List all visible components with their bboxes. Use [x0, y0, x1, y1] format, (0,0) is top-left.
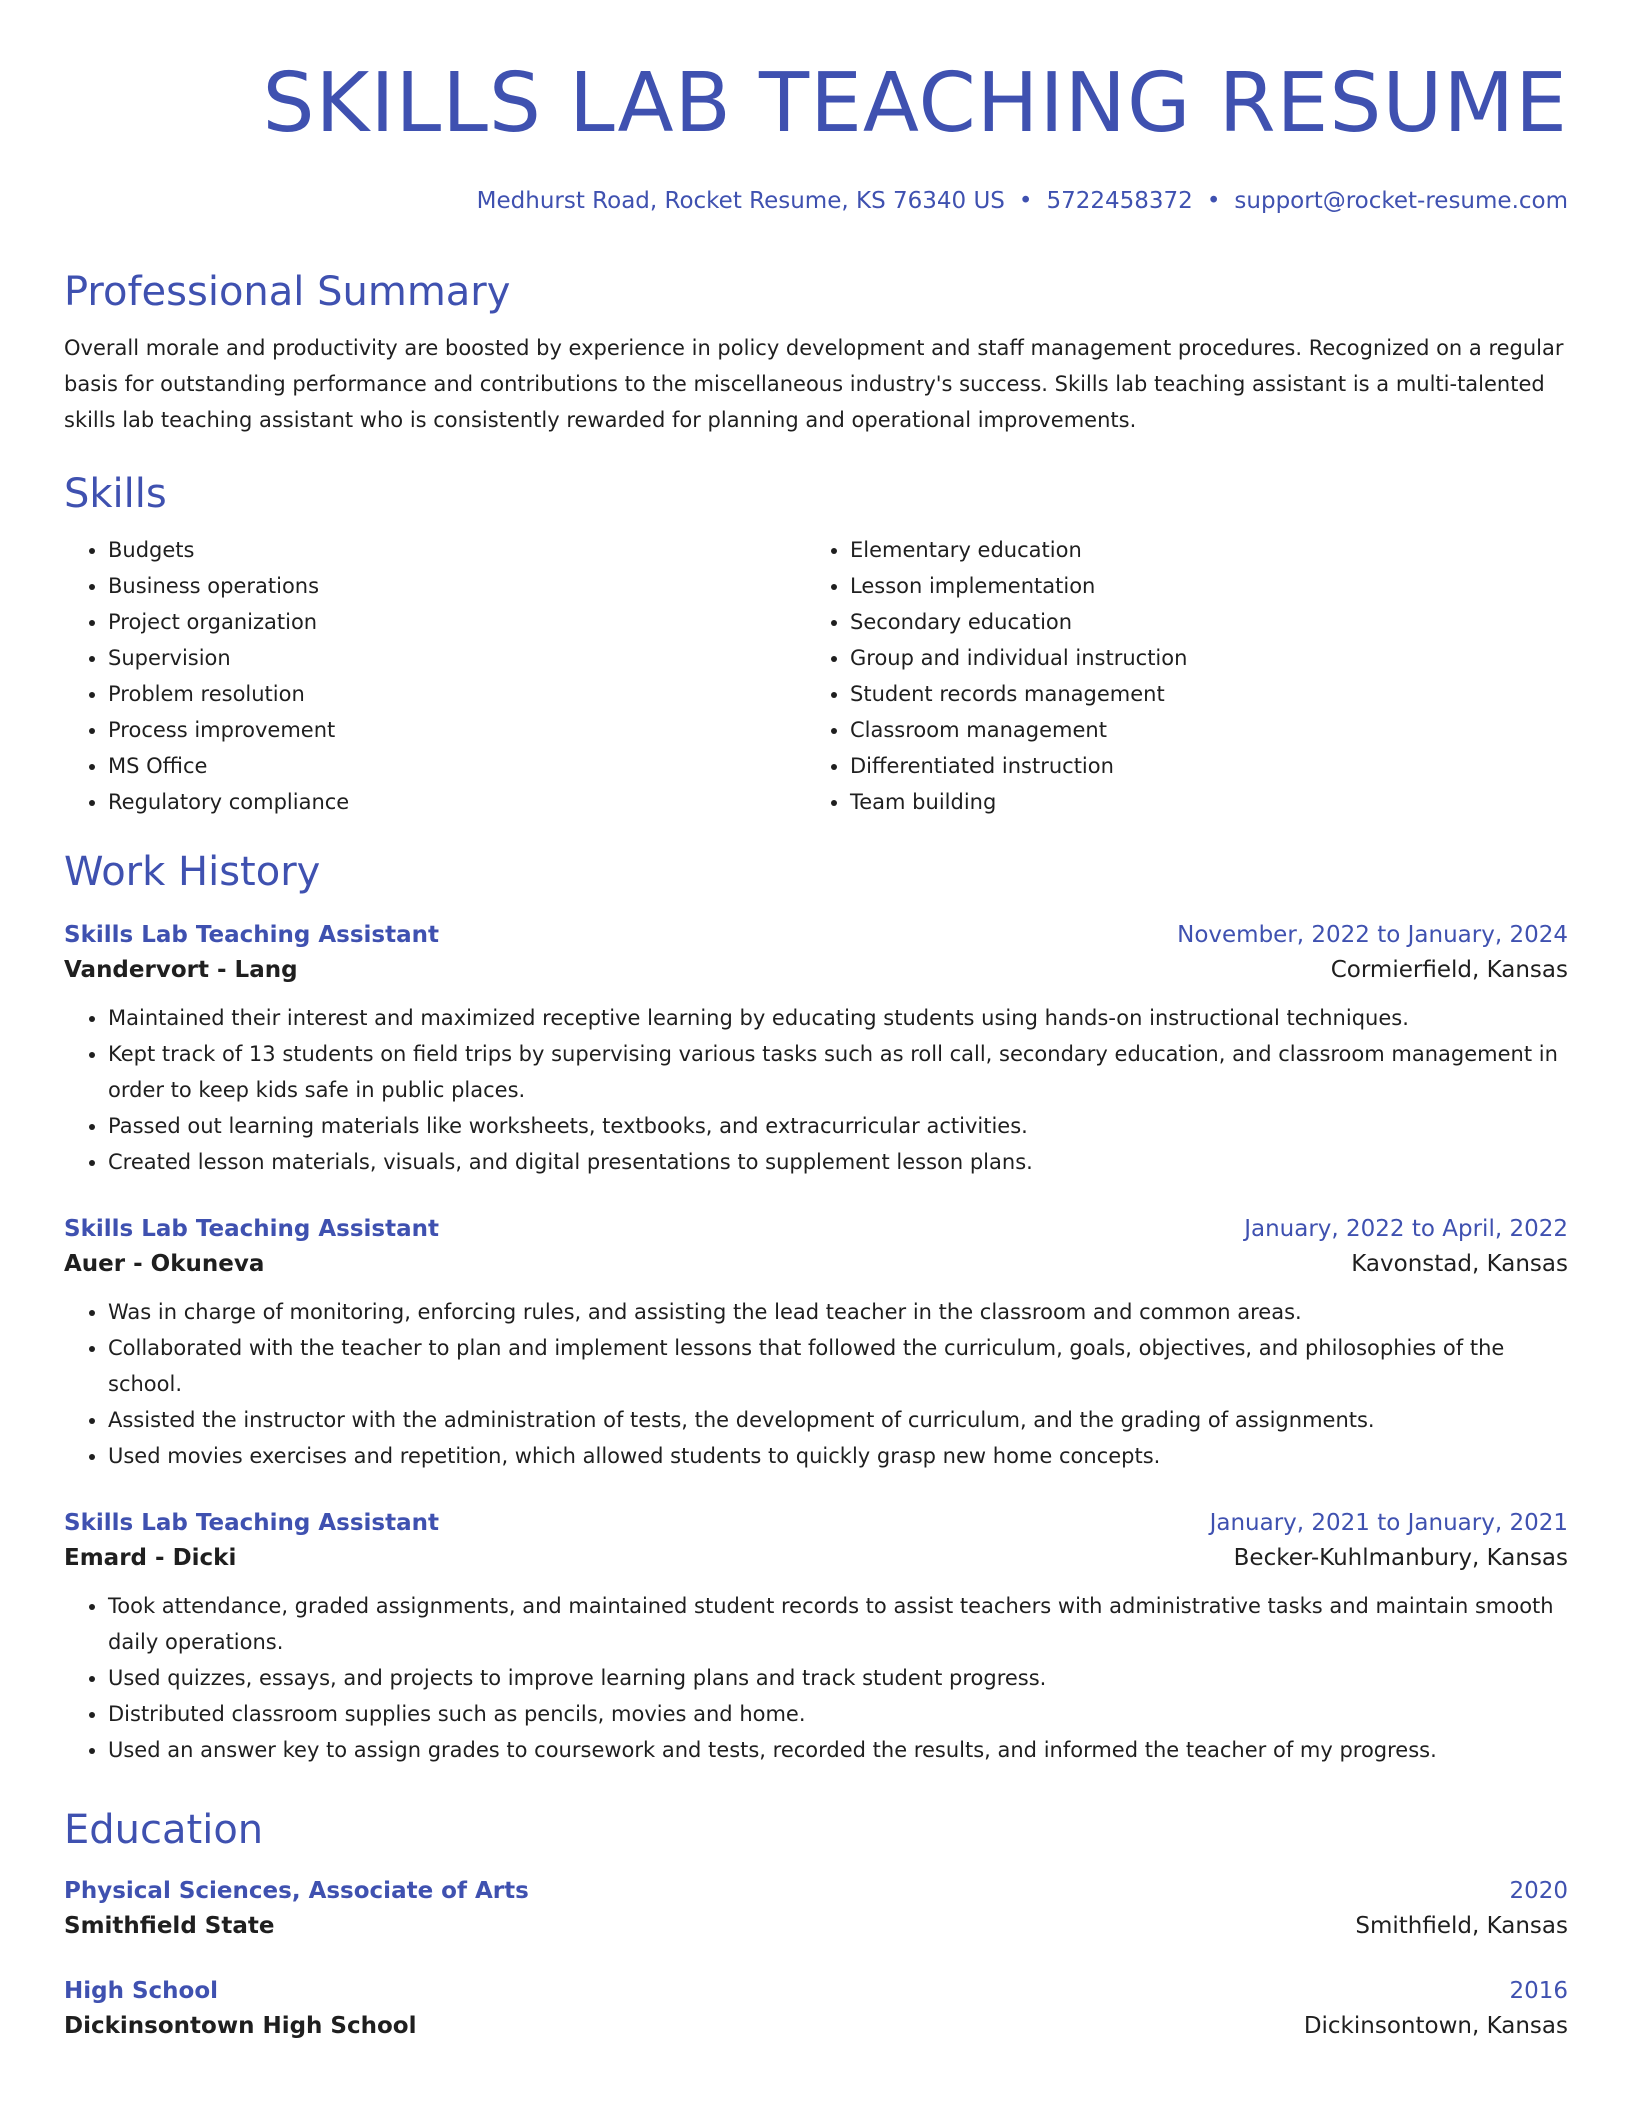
job-employer: Vandervort - Lang	[64, 957, 298, 983]
job-dates: November, 2022 to January, 2024	[1177, 922, 1568, 948]
skill-item: • Supervision	[108, 640, 850, 676]
job-header-row	[64, 1214, 1568, 1244]
resume-title: SKILLS LAB TEACHING RESUME	[262, 56, 1568, 151]
education-header-row	[64, 1876, 1568, 1906]
skills-columns	[64, 532, 1568, 820]
job-location: Cormierfield, Kansas	[1330, 957, 1568, 983]
resume-header	[64, 56, 1568, 216]
education-location: Dickinsontown, Kansas	[1303, 2013, 1568, 2039]
education-school-row	[64, 1906, 1568, 1946]
skill-item: • Problem resolution	[108, 676, 850, 712]
skills-list-right	[850, 532, 1568, 820]
job-bullet: • Created lesson materials, visuals, and digital presentations to supplement lesson plans.	[108, 1144, 1568, 1180]
summary-heading: Professional Summary	[64, 269, 511, 315]
contact-phone: 5722458372	[1046, 188, 1193, 214]
education-entry	[64, 1976, 1568, 2046]
job-title: Skills Lab Teaching Assistant	[64, 1510, 439, 1536]
skill-item: • Business operations	[108, 568, 850, 604]
education-year: 2016	[1509, 1978, 1568, 2004]
skill-item: • Team building	[850, 784, 1568, 820]
job-employer-row	[64, 950, 1568, 990]
skills-list-left	[64, 532, 850, 820]
skill-item: • MS Office	[108, 748, 850, 784]
education-school: Smithfield State	[64, 1913, 275, 1939]
skills-section	[64, 468, 1568, 820]
skill-item: • Secondary education	[850, 604, 1568, 640]
job-bullet: • Collaborated with the teacher to plan and implement lessons that followed the curriculum, goals, objectives, and philosophies of the school.	[108, 1330, 1568, 1402]
education-heading: Education	[64, 1807, 264, 1853]
education-degree: Physical Sciences, Associate of Arts	[64, 1878, 529, 1904]
skill-item: • Group and individual instruction	[850, 640, 1568, 676]
education-year: 2020	[1509, 1878, 1568, 1904]
job-bullet: • Used movies exercises and repetition, which allowed students to quickly grasp new home concepts.	[108, 1438, 1568, 1474]
contact-separator: •	[1206, 188, 1221, 214]
job-employer: Auer - Okuneva	[64, 1251, 265, 1277]
job-employer-row	[64, 1244, 1568, 1284]
job-title: Skills Lab Teaching Assistant	[64, 922, 439, 948]
summary-text: Overall morale and productivity are boosted by experience in policy development and staff management procedures. Recognized on a regular basis for outstanding performance and contributions to the miscellaneous industry's success. Skills lab teaching assistant is a multi-talented skills lab teaching assistant who is consistently rewarded for planning and operational improvements.	[64, 336, 1564, 432]
skill-item: • Student records management	[850, 676, 1568, 712]
education-degree: High School	[64, 1978, 219, 2004]
skill-item: • Process improvement	[108, 712, 850, 748]
job-entry	[64, 920, 1568, 1180]
education-school: Dickinsontown High School	[64, 2013, 417, 2039]
job-dates: January, 2022 to April, 2022	[1244, 1216, 1568, 1242]
summary-section	[64, 266, 1568, 438]
skill-item: • Budgets	[108, 532, 850, 568]
work-history-heading: Work History	[64, 849, 321, 895]
work-history-section	[64, 846, 1568, 1768]
education-location: Smithfield, Kansas	[1355, 1913, 1568, 1939]
education-school-row	[64, 2006, 1568, 2046]
contact-email[interactable]: support@rocket-resume.com	[1234, 188, 1568, 214]
skill-item: • Differentiated instruction	[850, 748, 1568, 784]
job-location: Becker-Kuhlmanbury, Kansas	[1233, 1545, 1568, 1571]
job-bullet: • Passed out learning materials like worksheets, textbooks, and extracurricular activities.	[108, 1108, 1568, 1144]
skill-item: • Regulatory compliance	[108, 784, 850, 820]
job-bullets	[64, 1294, 1568, 1474]
education-header-row	[64, 1976, 1568, 2006]
skill-item: • Elementary education	[850, 532, 1568, 568]
job-employer: Emard - Dicki	[64, 1545, 237, 1571]
job-bullet: • Took attendance, graded assignments, and maintained student records to assist teachers with administrative tasks and maintain smooth daily operations.	[108, 1588, 1568, 1660]
job-bullet: • Distributed classroom supplies such as pencils, movies and home.	[108, 1696, 1568, 1732]
job-bullet: • Kept track of 13 students on field trips by supervising various tasks such as roll call, secondary education, and classroom management in order to keep kids safe in public places.	[108, 1036, 1568, 1108]
skills-heading: Skills	[64, 471, 167, 517]
job-employer-row	[64, 1538, 1568, 1578]
education-entry	[64, 1876, 1568, 1946]
job-title: Skills Lab Teaching Assistant	[64, 1216, 439, 1242]
job-dates: January, 2021 to January, 2021	[1209, 1510, 1568, 1536]
skill-item: • Lesson implementation	[850, 568, 1568, 604]
job-bullet: • Was in charge of monitoring, enforcing rules, and assisting the lead teacher in the classroom and common areas.	[108, 1294, 1568, 1330]
job-bullets	[64, 1000, 1568, 1180]
education-section	[64, 1804, 1568, 2046]
job-bullet: • Assisted the instructor with the administration of tests, the development of curriculum, and the grading of assignments.	[108, 1402, 1568, 1438]
job-entry	[64, 1508, 1568, 1768]
job-location: Kavonstad, Kansas	[1351, 1251, 1568, 1277]
skill-item: • Classroom management	[850, 712, 1568, 748]
contact-line	[64, 186, 1568, 216]
job-bullet: • Used an answer key to assign grades to coursework and tests, recorded the results, and informed the teacher of my progress.	[108, 1732, 1568, 1768]
job-bullets	[64, 1588, 1568, 1768]
job-header-row	[64, 920, 1568, 950]
skill-item: • Project organization	[108, 604, 850, 640]
job-bullet: • Maintained their interest and maximized receptive learning by educating students using hands-on instructional techniques.	[108, 1000, 1568, 1036]
job-bullet: • Used quizzes, essays, and projects to improve learning plans and track student progress.	[108, 1660, 1568, 1696]
contact-separator: •	[1018, 188, 1033, 214]
contact-address: Medhurst Road, Rocket Resume, KS 76340 US	[476, 188, 1005, 214]
job-entry	[64, 1214, 1568, 1474]
job-header-row	[64, 1508, 1568, 1538]
